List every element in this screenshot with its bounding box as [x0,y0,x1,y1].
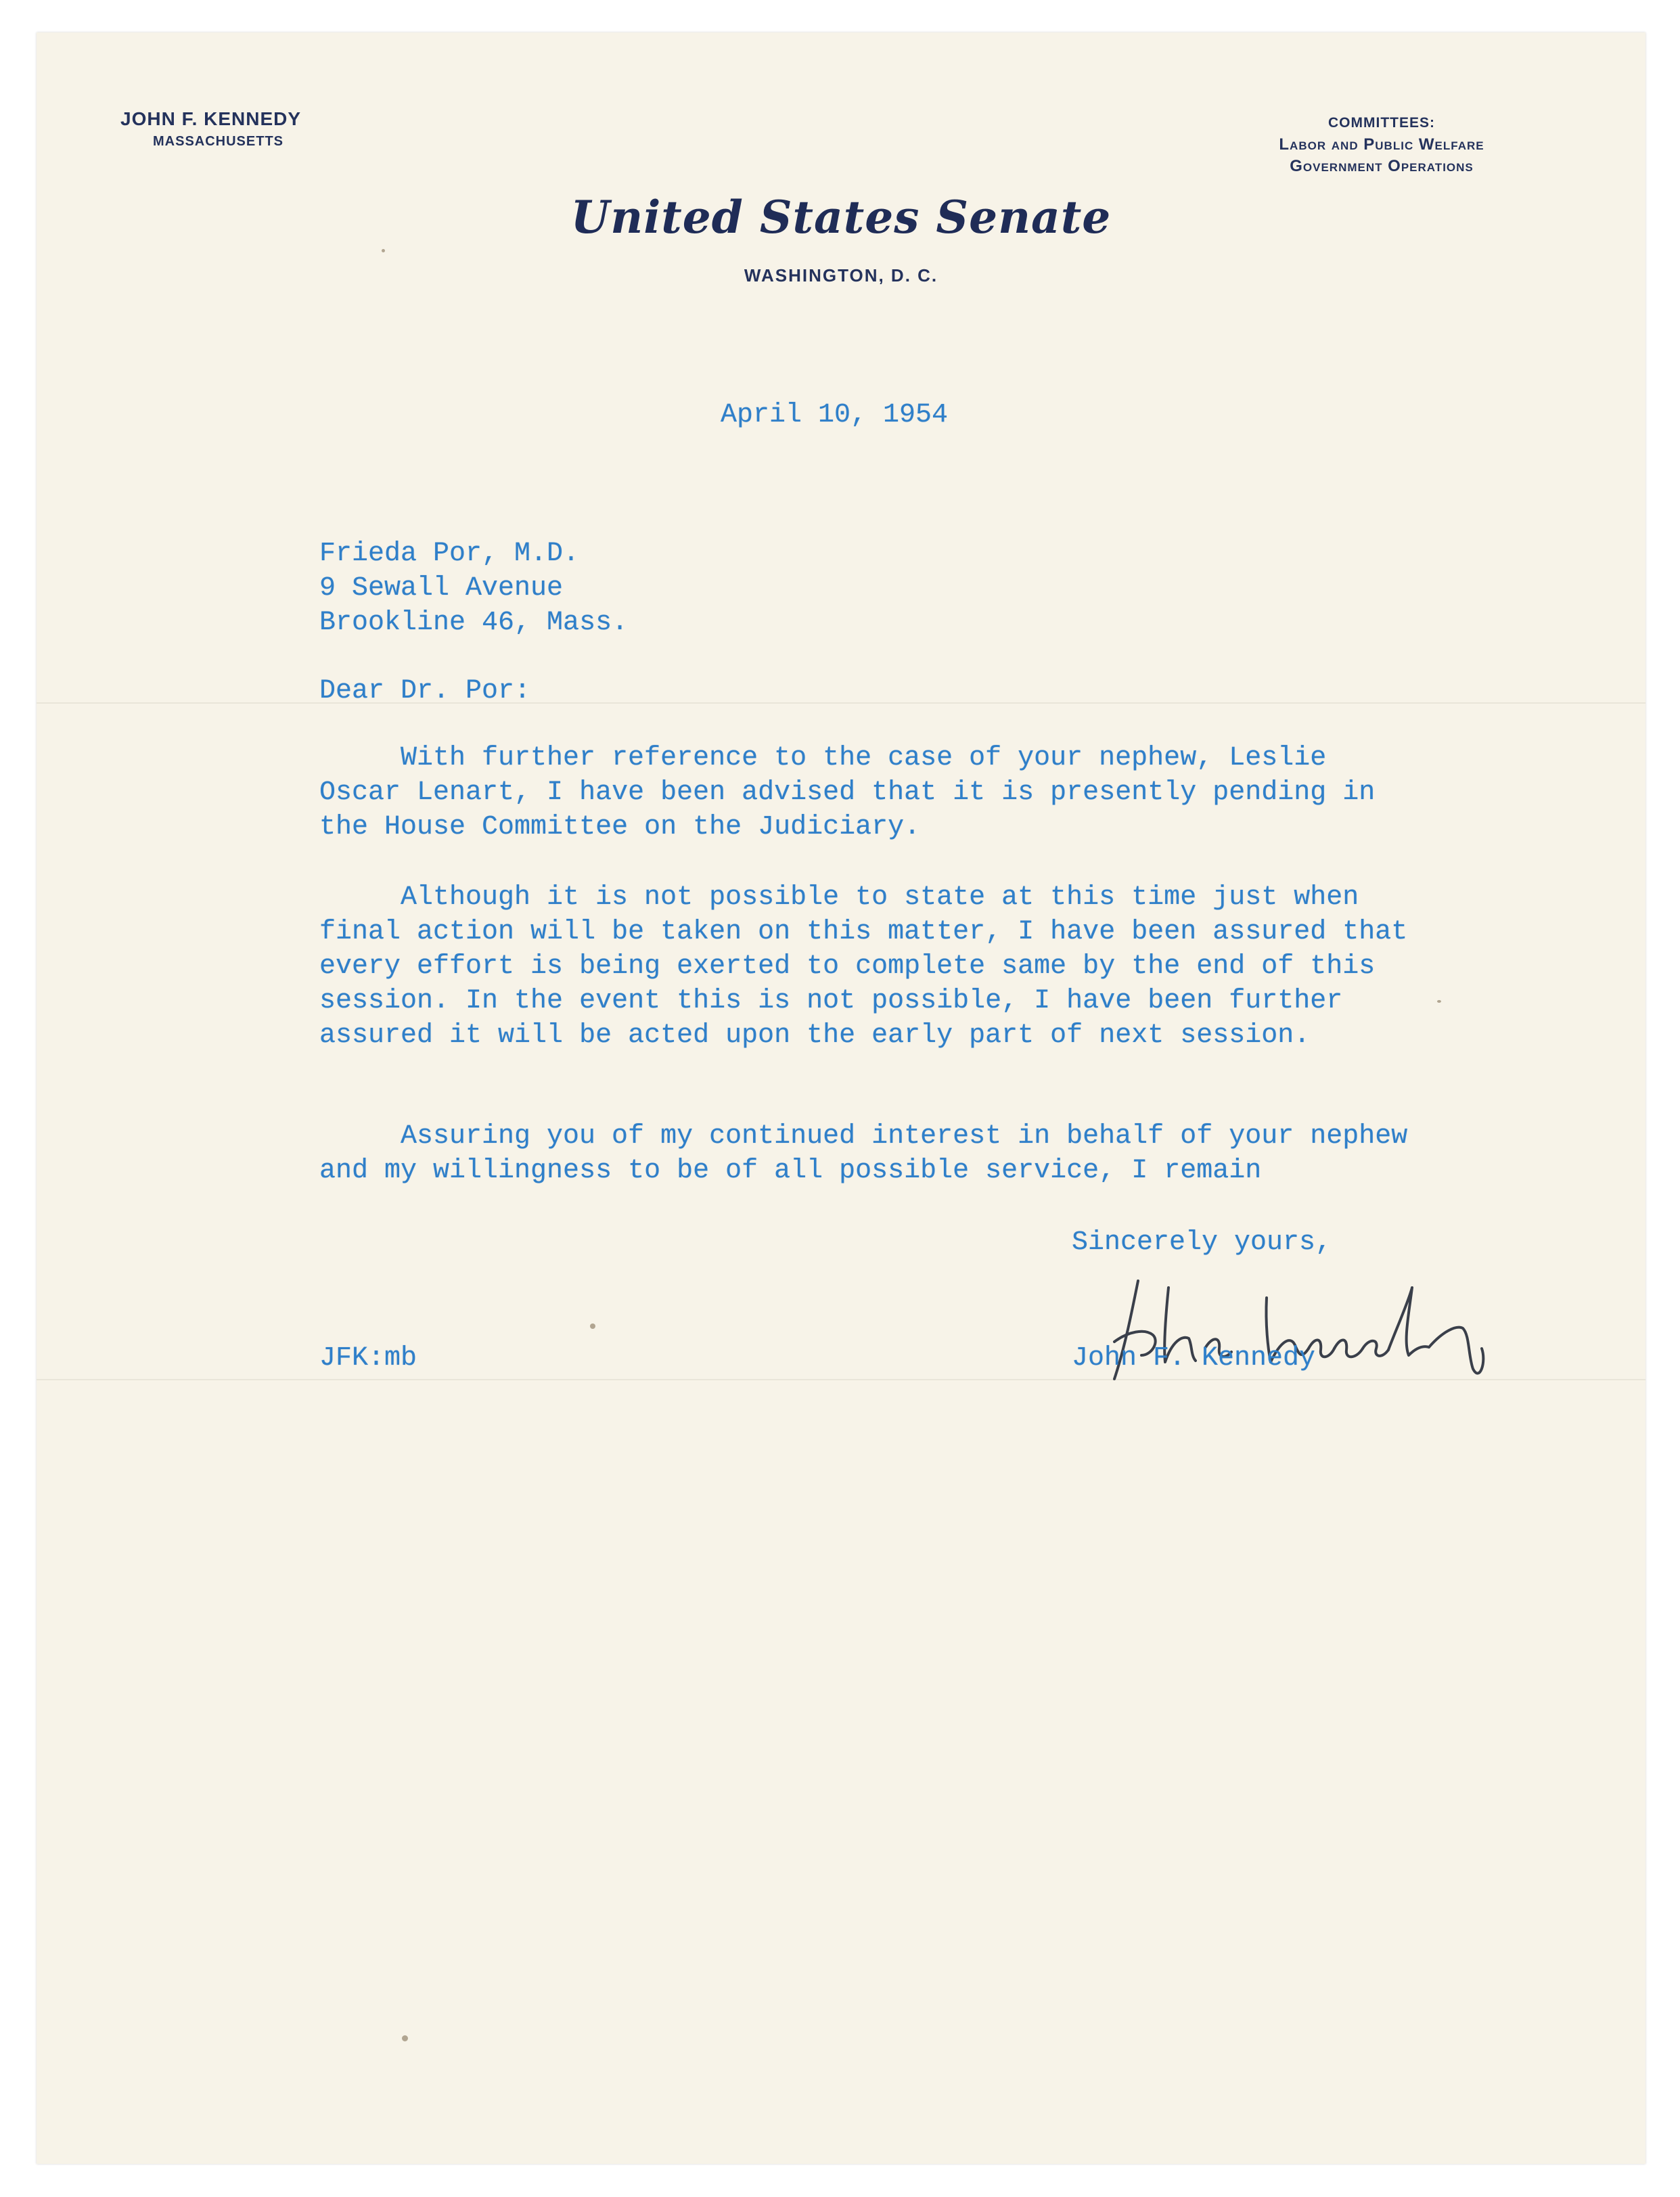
letter-page [37,32,1645,2164]
closing: Sincerely yours, [1072,1227,1332,1258]
paper-speck [382,249,385,252]
typed-signature-name: John F. Kennedy [1072,1343,1316,1374]
committee-item: Labor and Public Welfare [1279,135,1484,154]
salutation: Dear Dr. Por: [319,676,531,706]
recipient-address [319,537,628,640]
letterhead-title: United States Senate [570,191,1112,244]
letterhead-state: MASSACHUSETTS [153,134,284,149]
committees-heading: COMMITTEES: [1328,115,1435,131]
body-paragraph [319,1119,1456,1188]
paper-fold-line [37,702,1645,704]
paper-speck [402,2035,408,2041]
body-paragraph [319,880,1456,1053]
letterhead-committees [1233,112,1530,177]
body-paragraph-text: Although it is not possible to state at this time just when final action will be taken on this matter, I have been assured that every effort is being exerted to complete same by the end of this session. In the event this is not possible, I have been further assured it will be acted upon the early part of next session. [319,882,1408,1051]
recipient-city: Brookline 46, Mass. [319,608,629,638]
reference-initials: JFK:mb [319,1343,417,1374]
paper-speck [590,1323,595,1329]
body-paragraph-text: With further reference to the case of your nephew, Leslie Oscar Lenart, I have been advised that it is presently pending in the House Committee on the Judiciary. [319,743,1376,842]
recipient-street: 9 Sewall Avenue [319,573,564,604]
body-paragraph [319,741,1388,844]
recipient-name: Frieda Por, M.D. [319,539,580,569]
letterhead-senator-name: JOHN F. KENNEDY [120,108,302,129]
paper-speck [1437,1000,1441,1003]
letter-date: April 10, 1954 [721,400,949,430]
letterhead-city: WASHINGTON, D. C. [744,265,938,286]
body-paragraph-text: Assuring you of my continued interest in behalf of your nephew and my willingness to be of all possible service, I remain [319,1121,1408,1186]
committee-item: Government Operations [1290,157,1474,175]
